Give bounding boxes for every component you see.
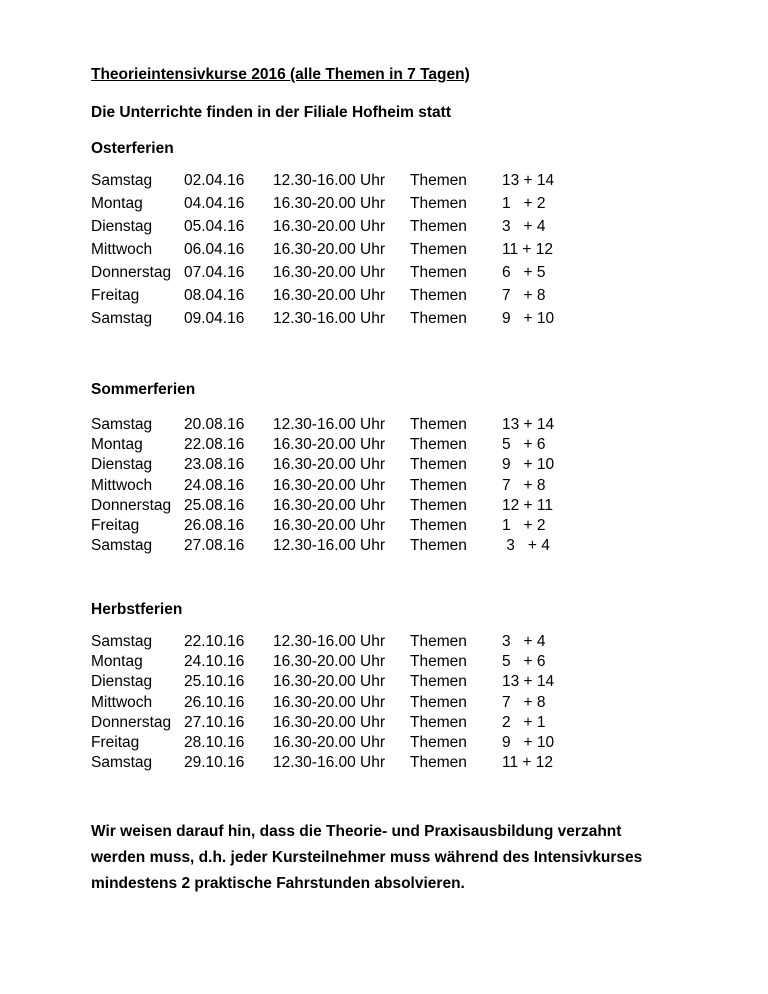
topics-label-cell: Themen	[410, 673, 467, 691]
topics-label-cell: Themen	[410, 264, 467, 281]
time-cell: 16.30-20.00 Uhr	[273, 496, 386, 514]
schedule-row	[91, 477, 731, 497]
date-cell: 22.08.16	[184, 436, 245, 454]
time-cell: 16.30-20.00 Uhr	[273, 733, 386, 751]
date-cell: 25.10.16	[184, 673, 245, 691]
time-cell: 16.30-20.00 Uhr	[273, 713, 386, 731]
day-cell: Mittwoch	[91, 241, 153, 258]
topics-cell: 1 + 2	[502, 195, 546, 212]
schedule-row	[91, 694, 731, 714]
date-cell: 24.10.16	[184, 653, 245, 671]
topics-label-cell: Themen	[410, 713, 467, 731]
topics-label-cell: Themen	[410, 633, 467, 650]
time-cell: 16.30-20.00 Uhr	[273, 456, 386, 474]
date-cell: 07.04.16	[184, 264, 245, 281]
topics-cell: 7 + 8	[502, 693, 546, 711]
notice-line: Wir weisen darauf hin, dass die Theorie- und Praxisausbildung verzahnt	[91, 823, 622, 840]
topics-cell: 9 + 10	[502, 456, 555, 474]
day-cell: Freitag	[91, 287, 140, 304]
topics-label-cell: Themen	[410, 537, 467, 555]
date-cell: 06.04.16	[184, 241, 245, 258]
topics-cell: 2 + 1	[502, 713, 546, 731]
schedule-row	[91, 653, 731, 673]
schedule-row	[91, 456, 731, 476]
schedule-row	[91, 287, 731, 310]
topics-label-cell: Themen	[410, 754, 467, 772]
day-cell: Freitag	[91, 516, 140, 534]
time-cell: 12.30-16.00 Uhr	[273, 310, 386, 327]
topics-cell: 9 + 10	[502, 733, 555, 751]
topics-label-cell: Themen	[410, 733, 467, 751]
topics-cell: 6 + 5	[502, 264, 546, 281]
topics-cell: 13 + 14	[502, 416, 555, 433]
time-cell: 16.30-20.00 Uhr	[273, 653, 386, 671]
topics-label-cell: Themen	[410, 195, 467, 212]
document-subtitle: Die Unterrichte finden in der Filiale Hofheim statt	[91, 104, 451, 121]
day-cell: Dienstag	[91, 673, 153, 691]
schedule-row	[91, 714, 731, 734]
date-cell: 08.04.16	[184, 287, 245, 304]
time-cell: 16.30-20.00 Uhr	[273, 241, 386, 258]
day-cell: Mittwoch	[91, 476, 153, 494]
time-cell: 16.30-20.00 Uhr	[273, 264, 386, 281]
schedule-row	[91, 517, 731, 537]
time-cell: 12.30-16.00 Uhr	[273, 537, 386, 555]
time-cell: 12.30-16.00 Uhr	[273, 754, 386, 772]
topics-label-cell: Themen	[410, 456, 467, 474]
schedule-table-osterferien	[91, 172, 731, 333]
schedule-row	[91, 633, 731, 653]
schedule-row	[91, 172, 731, 195]
schedule-row	[91, 416, 731, 436]
time-cell: 16.30-20.00 Uhr	[273, 218, 386, 235]
date-cell: 24.08.16	[184, 476, 245, 494]
day-cell: Samstag	[91, 537, 153, 555]
time-cell: 16.30-20.00 Uhr	[273, 476, 386, 494]
day-cell: Samstag	[91, 310, 153, 327]
day-cell: Donnerstag	[91, 496, 172, 514]
day-cell: Freitag	[91, 733, 140, 751]
schedule-table-herbstferien	[91, 633, 731, 774]
topics-cell: 1 + 2	[502, 516, 546, 534]
topics-label-cell: Themen	[410, 241, 467, 258]
topics-cell: 3 + 4	[502, 633, 546, 650]
time-cell: 16.30-20.00 Uhr	[273, 436, 386, 454]
time-cell: 16.30-20.00 Uhr	[273, 195, 386, 212]
topics-cell: 7 + 8	[502, 476, 546, 494]
date-cell: 27.08.16	[184, 537, 245, 555]
time-cell: 16.30-20.00 Uhr	[273, 516, 386, 534]
date-cell: 05.04.16	[184, 218, 245, 235]
schedule-row	[91, 537, 731, 557]
schedule-row	[91, 264, 731, 287]
day-cell: Montag	[91, 653, 143, 671]
section-heading-sommerferien: Sommerferien	[91, 381, 196, 398]
topics-cell: 13 + 14	[502, 172, 555, 189]
schedule-row	[91, 195, 731, 218]
time-cell: 12.30-16.00 Uhr	[273, 416, 386, 433]
topics-cell: 5 + 6	[502, 653, 546, 671]
topics-label-cell: Themen	[410, 287, 467, 304]
date-cell: 23.08.16	[184, 456, 245, 474]
topics-label-cell: Themen	[410, 416, 467, 433]
topics-cell: 7 + 8	[502, 287, 546, 304]
day-cell: Samstag	[91, 416, 153, 433]
topics-cell: 12 + 11	[502, 496, 553, 514]
topics-cell: 13 + 14	[502, 673, 555, 691]
day-cell: Donnerstag	[91, 713, 172, 731]
schedule-row	[91, 673, 731, 693]
topics-cell: 9 + 10	[502, 310, 555, 327]
schedule-table-sommerferien	[91, 416, 731, 557]
date-cell: 29.10.16	[184, 754, 245, 772]
date-cell: 20.08.16	[184, 416, 245, 433]
day-cell: Donnerstag	[91, 264, 172, 281]
date-cell: 25.08.16	[184, 496, 245, 514]
time-cell: 12.30-16.00 Uhr	[273, 633, 386, 650]
schedule-row	[91, 754, 731, 774]
date-cell: 02.04.16	[184, 172, 245, 189]
date-cell: 22.10.16	[184, 633, 245, 650]
schedule-row	[91, 497, 731, 517]
topics-label-cell: Themen	[410, 476, 467, 494]
day-cell: Dienstag	[91, 456, 153, 474]
day-cell: Mittwoch	[91, 693, 153, 711]
day-cell: Montag	[91, 195, 143, 212]
day-cell: Dienstag	[91, 218, 153, 235]
topics-cell: 11 + 12	[502, 754, 553, 772]
topics-label-cell: Themen	[410, 172, 467, 189]
topics-cell: 5 + 6	[502, 436, 546, 454]
topics-cell: 11 + 12	[502, 241, 553, 258]
topics-label-cell: Themen	[410, 693, 467, 711]
schedule-row	[91, 241, 731, 264]
section-heading-osterferien: Osterferien	[91, 140, 174, 157]
topics-label-cell: Themen	[410, 436, 467, 454]
schedule-row	[91, 310, 731, 333]
schedule-row	[91, 734, 731, 754]
date-cell: 26.10.16	[184, 693, 245, 711]
topics-label-cell: Themen	[410, 310, 467, 327]
date-cell: 28.10.16	[184, 733, 245, 751]
day-cell: Samstag	[91, 633, 153, 650]
notice-line: mindestens 2 praktische Fahrstunden absolvieren.	[91, 875, 465, 892]
section-heading-herbstferien: Herbstferien	[91, 601, 183, 618]
topics-cell: 3 + 4	[502, 218, 546, 235]
day-cell: Samstag	[91, 172, 153, 189]
time-cell: 16.30-20.00 Uhr	[273, 693, 386, 711]
time-cell: 12.30-16.00 Uhr	[273, 172, 386, 189]
time-cell: 16.30-20.00 Uhr	[273, 287, 386, 304]
topics-label-cell: Themen	[410, 496, 467, 514]
time-cell: 16.30-20.00 Uhr	[273, 673, 386, 691]
topics-label-cell: Themen	[410, 218, 467, 235]
schedule-row	[91, 436, 731, 456]
document-title: Theorieintensivkurse 2016 (alle Themen in 7 Tagen)	[91, 66, 470, 83]
day-cell: Samstag	[91, 754, 153, 772]
day-cell: Montag	[91, 436, 143, 454]
date-cell: 27.10.16	[184, 713, 245, 731]
topics-label-cell: Themen	[410, 516, 467, 534]
date-cell: 09.04.16	[184, 310, 245, 327]
schedule-row	[91, 218, 731, 241]
topics-label-cell: Themen	[410, 653, 467, 671]
topics-cell: 3 + 4	[502, 537, 550, 555]
date-cell: 26.08.16	[184, 516, 245, 534]
notice-paragraph	[91, 819, 691, 897]
date-cell: 04.04.16	[184, 195, 245, 212]
notice-line: werden muss, d.h. jeder Kursteilnehmer muss während des Intensivkurses	[91, 849, 643, 866]
